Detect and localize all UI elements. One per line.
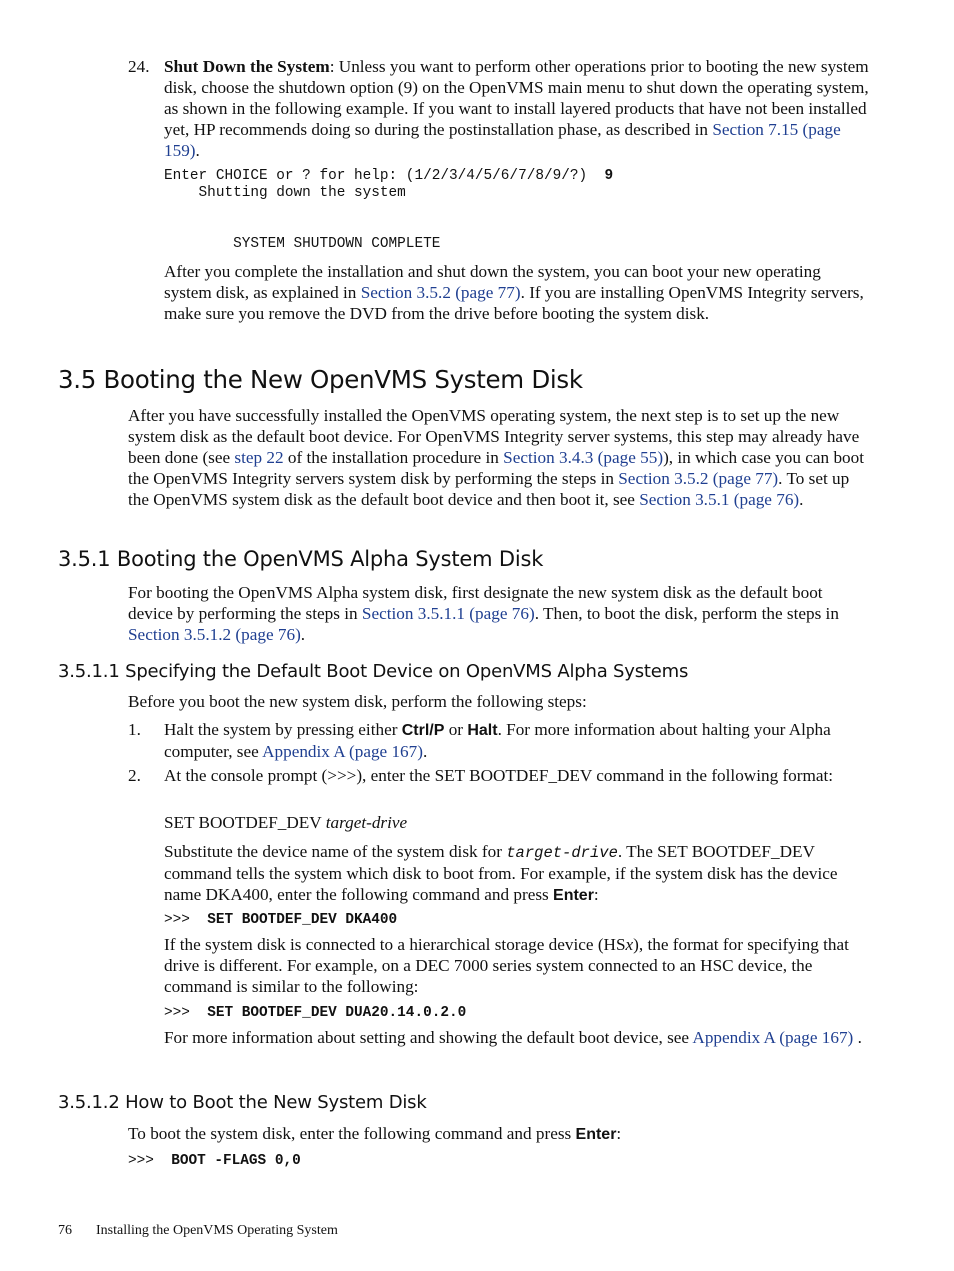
section-3-5-paragraph: After you have successfully installed the OpenVMS operating system, the next step is to set up the new system disk as the default boot device. For OpenVMS Integrity server systems, this step may already have been done (see step 22 of the installation procedure in Section 3.4.3 (page 55)), in which case you can boot the OpenVMS Integrity servers system disk by performing the steps in Section 3.5.2 (page 77). To set up the OpenVMS system disk as the default boot device and then boot it, see Section 3.5.1 (page 76). bbox=[128, 406, 865, 509]
section-3-5-1-1-heading: 3.5.1.1 Specifying the Default Boot Device on OpenVMS Alpha Systems bbox=[58, 661, 689, 682]
inline-code: target-drive bbox=[506, 844, 618, 862]
section-3-5-1-heading: 3.5.1 Booting the OpenVMS Alpha System Disk bbox=[58, 547, 544, 571]
substitute-paragraph: Substitute the device name of the system disk for target-drive. The SET BOOTDEF_DEV command tells the system which disk to boot from. For example, if the system disk has the device name DKA400, enter the following command and press Enter: bbox=[164, 842, 838, 904]
format-argument: target-drive bbox=[325, 813, 408, 832]
section-3-5-2-link[interactable]: Section 3.5.2 (page 77) bbox=[360, 282, 521, 302]
more-info-paragraph: For more information about setting and showing the default boot device, see Appendix A (page 167) . bbox=[164, 1028, 862, 1047]
key-p: P bbox=[433, 722, 445, 739]
step-24-paragraph: Shut Down the System: Unless you want to perform other operations prior to booting the new system disk, choose the shutdown option (9) on the OpenVMS main menu to shut down the operating system, as shown in the following example. If you want to install layered products that have not been installed yet, HP recommends doing so during the postinstallation phase, as described in Section 7.15 (page 159). bbox=[164, 57, 869, 160]
list-number: 1. bbox=[128, 720, 141, 739]
section-3-5-1-link[interactable]: Section 3.5.1 (page 76) bbox=[639, 489, 800, 509]
command-example-2: >>> SET BOOTDEF_DEV DUA20.14.0.2.0 bbox=[164, 1005, 467, 1021]
code-example: Enter CHOICE or ? for help: (1/2/3/4/5/6/7/8/9/?) 9 Shutting down the system SYSTEM SHUTDOWN COMPLETE bbox=[164, 168, 614, 252]
page-number: 76 bbox=[58, 1223, 72, 1238]
section-7-15-link[interactable]: Section 7.15 (page 159) bbox=[164, 119, 841, 160]
intro-text: Before you boot the new system disk, perform the following steps: bbox=[128, 692, 587, 711]
hsx-paragraph: If the system disk is connected to a hierarchical storage device (HSx), the format for specifying that drive is different. For example, on a DEC 7000 series system connected to an HSC device, the command is similar to the following: bbox=[164, 935, 849, 996]
section-3-5-1-paragraph: For booting the OpenVMS Alpha system disk, first designate the new system disk as the default boot device by performing the steps in Section 3.5.1.1 (page 76). Then, to boot the disk, perform the steps in Section 3.5.1.2 (page 76). bbox=[128, 583, 839, 644]
key-ctrl: Ctrl bbox=[401, 722, 430, 739]
step-2-paragraph: At the console prompt (>>>), enter the SET BOOTDEF_DEV command in the following format: bbox=[164, 766, 834, 785]
boot-paragraph: To boot the system disk, enter the following command and press Enter: bbox=[128, 1124, 622, 1143]
format-line: SET BOOTDEF_DEV target-drive bbox=[164, 813, 408, 832]
step-title: Shut Down the System bbox=[164, 57, 330, 76]
appendix-a-link[interactable]: Appendix A (page 167) bbox=[262, 741, 423, 761]
key-enter: Enter bbox=[553, 886, 594, 904]
section-3-5-heading: 3.5 Booting the New OpenVMS System Disk bbox=[58, 365, 583, 394]
after-shutdown-paragraph: After you complete the installation and shut down the system, you can boot your new operating system disk, as explained in Section 3.5.2 (page 77). If you are installing OpenVMS Integrity servers, make sure you remove the DVD from the drive before booting the system disk. bbox=[164, 262, 864, 323]
section-3-5-2-link[interactable]: Section 3.5.2 (page 77) bbox=[618, 468, 779, 488]
section-3-5-1-2-heading: 3.5.1.2 How to Boot the New System Disk bbox=[58, 1092, 427, 1113]
appendix-a-link[interactable]: Appendix A (page 167) bbox=[692, 1028, 854, 1047]
step-22-link[interactable]: step 22 bbox=[234, 447, 284, 467]
section-3-4-3-link[interactable]: Section 3.4.3 (page 55) bbox=[503, 447, 664, 467]
command-example-1: >>> SET BOOTDEF_DEV DKA400 bbox=[164, 912, 398, 928]
section-3-5-1-1-link[interactable]: Section 3.5.1.1 (page 76) bbox=[361, 603, 535, 623]
list-number: 2. bbox=[128, 766, 141, 785]
footer-title: Installing the OpenVMS Operating System bbox=[96, 1223, 338, 1238]
code-input: 9 bbox=[604, 168, 614, 184]
key-enter: Enter bbox=[575, 1126, 617, 1143]
boot-command: >>> BOOT -FLAGS 0,0 bbox=[128, 1153, 301, 1169]
key-halt: Halt bbox=[467, 722, 498, 739]
step-1-paragraph: Halt the system by pressing either Ctrl/P or Halt. For more information about halting your Alpha computer, see Appendix A (page 167). bbox=[164, 720, 831, 761]
section-3-5-1-2-link[interactable]: Section 3.5.1.2 (page 76) bbox=[128, 624, 301, 644]
list-number: 24. bbox=[128, 57, 150, 76]
